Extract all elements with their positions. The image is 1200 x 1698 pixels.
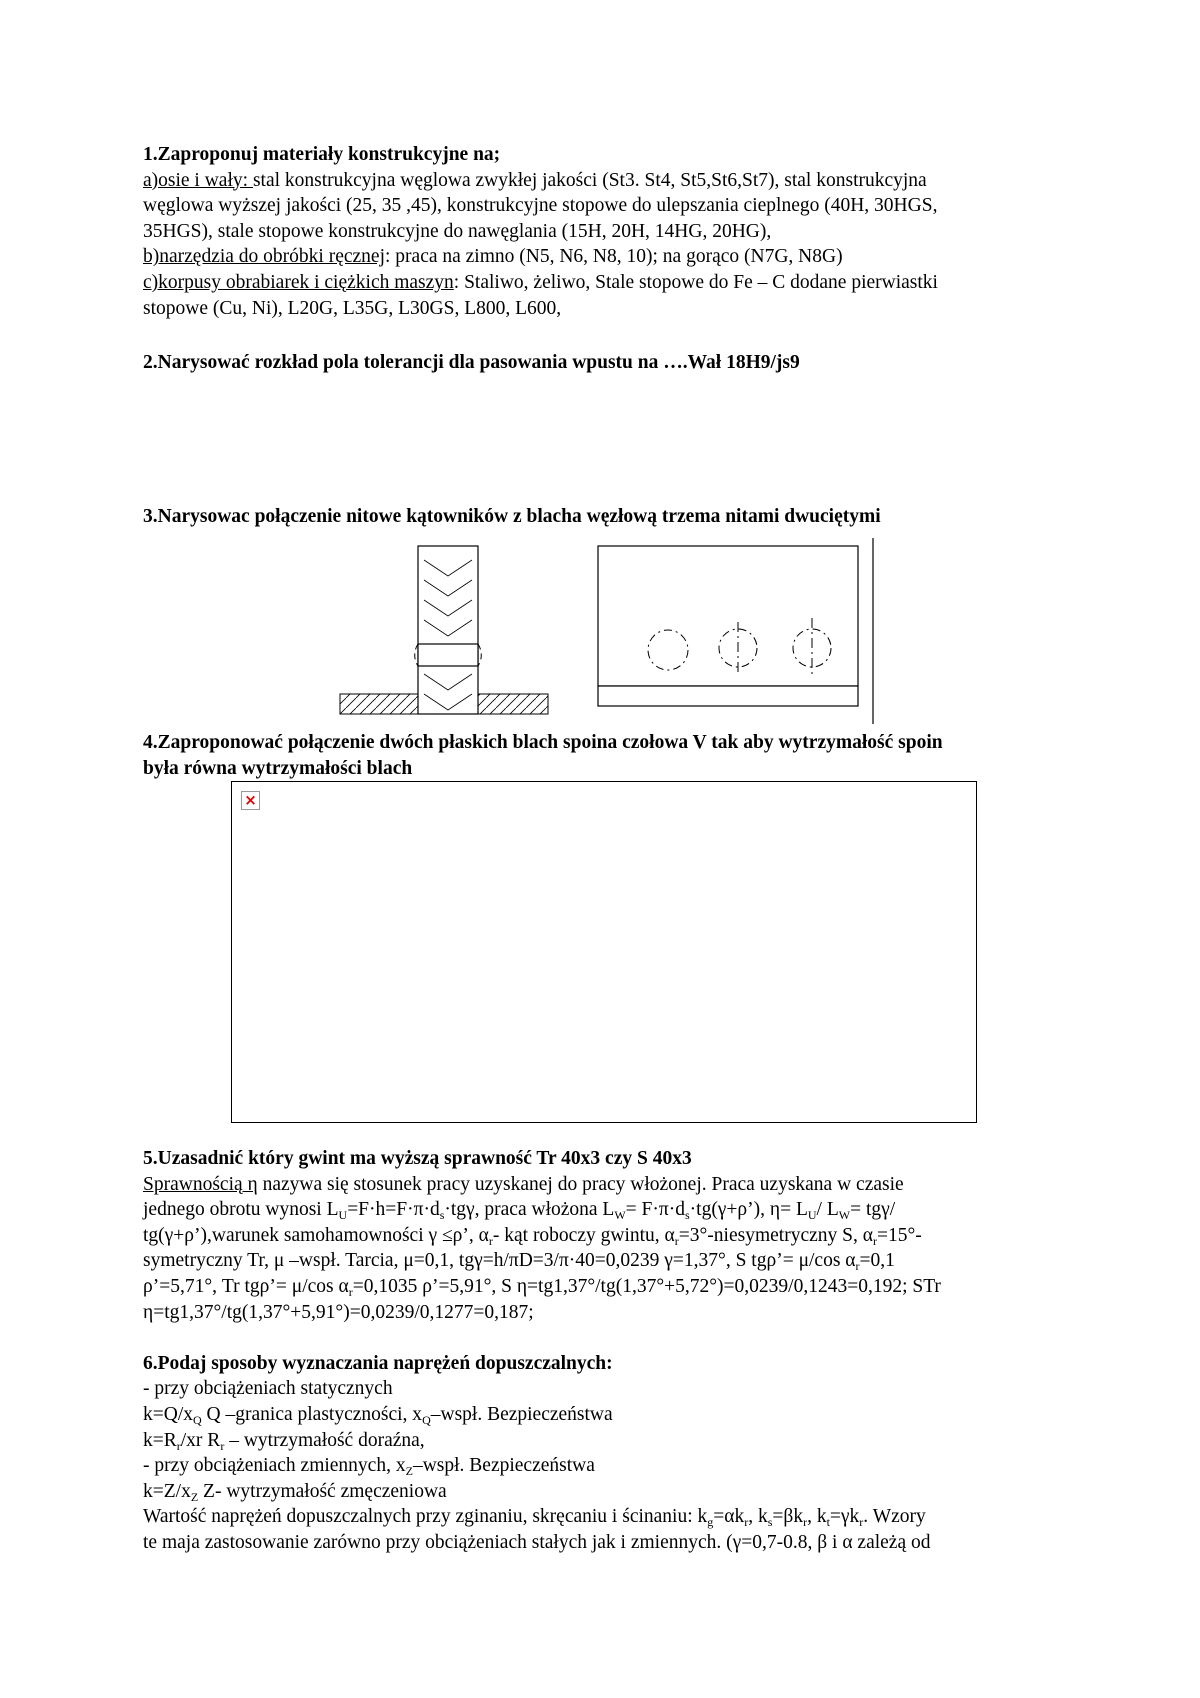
section-5-line-1: Sprawnością η nazywa się stosunek pracy uzyskanej do pracy włożonej. Praca uzyskana w czasie (143, 1173, 904, 1195)
section-1-heading: 1.Zaproponuj materiały konstrukcyjne na; (143, 144, 501, 165)
paragraph-gap (143, 1325, 1063, 1351)
section-6-line-5: $k=Z/x_Z$ Z- wytrzymałość zmęczeniowa (143, 1480, 447, 1504)
section-5-line-6: η=tg1,37°/tg(1,37°+5,91°)=0,0239/0,1277=0,187; (143, 1301, 534, 1323)
section-4-heading-line-2: była równa wytrzymałości blach (143, 757, 413, 779)
section-1a-label: a)osie i wały: (143, 169, 253, 191)
section-3 (143, 504, 1063, 530)
section-1c-line-2: stopowe (Cu, Ni), L20G, L35G, L30GS, L800, L600, (143, 297, 562, 319)
section-6-line-7: te maja zastosowanie zarówno przy obciążeniach stałych jak i zmiennych. (γ=0,7-0.8, β i α zależą od (143, 1531, 931, 1553)
section-6-line-4: - przy obciążeniach zmiennych, $x_Z$–wspł. Bezpieczeństwa (143, 1455, 595, 1479)
section-1c-line-1 (143, 270, 1063, 296)
side-view (340, 546, 548, 714)
section-5-line-3: tg(γ+ρ’),warunek samohamowności γ ≤ρ’, $\alpha_r-$ kąt roboczy gwintu, $\alpha_r=3^\circ$-niesymetryczny S, $\alpha_r=15^\circ-$ (143, 1224, 922, 1248)
section-6-line-6: Wartość naprężeń dopuszczalnych przy zginaniu, skręcaniu i ścinaniu: $k_g=\alpha k_r$, $k_s=\beta k_r$, $k_t=\gamma k_r$. Wzory (143, 1506, 926, 1530)
efficiency-label: Sprawnością η (143, 1173, 258, 1195)
section-5-line-2: jednego obrotu wynosi $L_U=F\cdot h=F\cdot\pi\cdot d_s\cdot tg\gamma$, praca włożona $L_W=$ $F\cdot\pi\cdot d_s\cdot tg(\gamma+\rho’)$, $\eta= L_U/$ $L_W= tg\gamma/$ (143, 1199, 896, 1223)
section-1 (143, 142, 1063, 321)
section-4-heading-line-1: 4.Zaproponować połączenie dwóch płaskich blach spoina czołowa V tak aby wytrzymałość spoin (143, 732, 943, 753)
section-1a-text-1: stal konstrukcyjna węglowa zwykłej jakości (St3. St4, St5,St6,St7), stal konstrukcyjna (252, 169, 927, 191)
section-1b-label: b)narzędzia do obróbki ręcznej (143, 246, 385, 268)
section-3-heading: 3.Narysowac połączenie nitowe kątowników z blacha węzłową trzema nitami dwuciętymi (143, 506, 881, 527)
section-1a-line-3: 35HGS), stale stopowe konstrukcyjne do nawęglania (15H, 20H, 14HG, 20HG), (143, 220, 772, 242)
section-1a-line-2: węglowa wyższej jakości (25, 35 ,45), konstrukcyjne stopowe do ulepszania cieplnego (40H, 30HGS, (143, 195, 938, 217)
broken-image-icon: × (241, 791, 260, 810)
section-1c-text-1: : Staliwo, żeliwo, Stale stopowe do Fe – C dodane pierwiastki (453, 271, 938, 293)
section-6-line-2: $k=Q/x_Q$ Q –granica plastyczności, $x_Q$–wspł. Bezpieczeństwa (143, 1403, 613, 1427)
section-1a-line-1 (143, 168, 1063, 194)
section-5-heading: 5.Uzasadnić który gwint ma wyższą sprawność Tr 40x3 czy S 40x3 (143, 1148, 692, 1169)
section-6-line-3: $k=R_r/xr$ $R_r$ – wytrzymałość doraźna, (143, 1429, 425, 1453)
rivet-joint-drawing (336, 538, 880, 730)
section-1c-label: c)korpusy obrabiarek i ciężkich maszyn (143, 271, 454, 293)
section-5-line-5: ρ’=5,71°, Tr tgρ’= μ/cos $\alpha_r=0,1035$ ρ’=5,91°, S η=tg1,37°/tg(1,37°+5,72°)=0,0239/0,1243=0,192; STr (143, 1275, 941, 1299)
section-2-heading: 2.Narysować rozkład pola tolerancji dla pasowania wpustu na ….Wał 18H9/js9 (143, 352, 800, 373)
section-4 (143, 730, 1063, 781)
broken-image-frame (231, 781, 977, 1123)
front-view (598, 538, 873, 724)
section-1b-text: : praca na zimno (N5, N6, N8, 10); na gorąco (N7G, N8G) (385, 246, 843, 268)
section-5-line-4: symetryczny Tr, μ –wspł. Tarcia, μ=0,1, tgγ=h/πD=3/π·40=0,0239 γ=1,37°, S tgρ’= μ/cos $\alpha_r=0,1$ (143, 1250, 895, 1274)
section-5 (143, 1146, 1063, 1556)
section-6-line-1: - przy obciążeniach statycznych (143, 1378, 393, 1400)
section-6-heading: 6.Podaj sposoby wyznaczania naprężeń dopuszczalnych: (143, 1352, 613, 1374)
section-2 (143, 350, 1063, 376)
section-1b-line (143, 244, 1063, 270)
